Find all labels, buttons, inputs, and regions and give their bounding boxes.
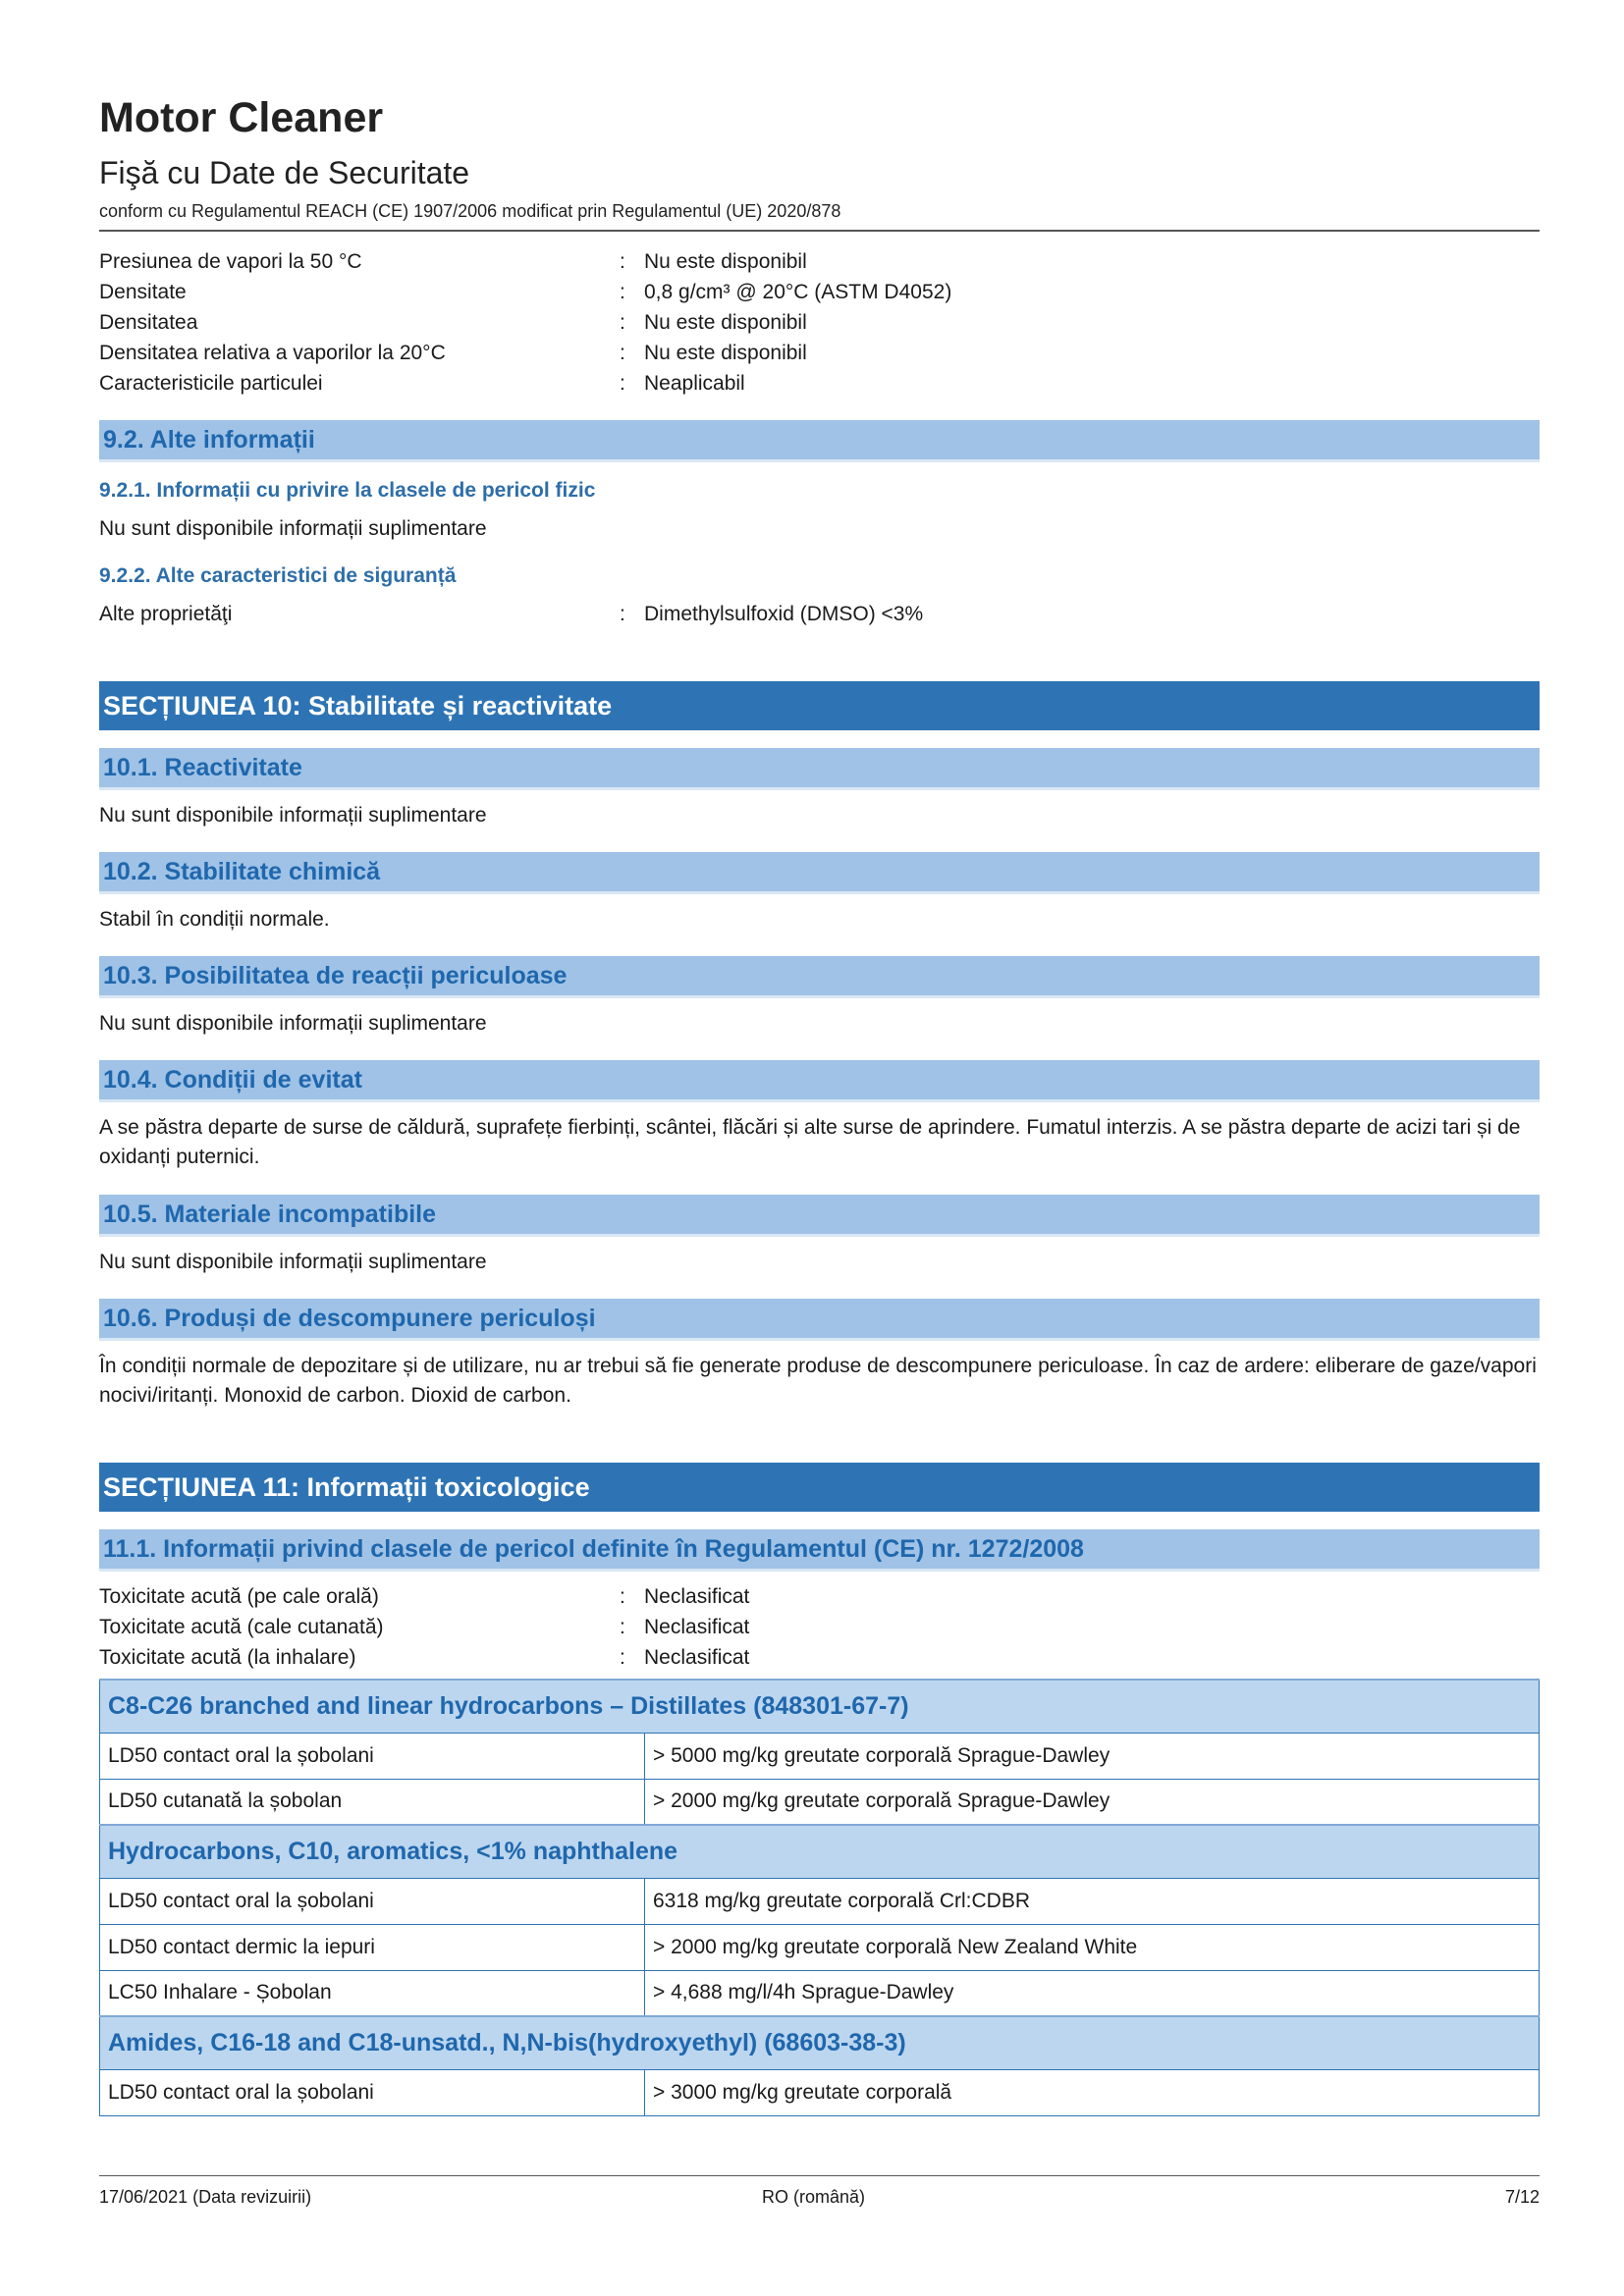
property-row	[99, 308, 1540, 338]
acute-toxicity-row	[99, 1613, 1540, 1642]
text-10-3: Nu sunt disponibile informații suplimentare	[99, 1012, 487, 1035]
subsection-header-11-1: 11.1. Informații privind clasele de pericol definite în Regulamentul (CE) nr. 1272/2008	[99, 1529, 1540, 1569]
revision-date: 17/06/2021 (Data revizuirii)	[99, 2187, 312, 2207]
table-cell-test: LD50 contact oral la șobolani	[100, 2069, 645, 2115]
separator: :	[620, 311, 625, 334]
text-10-1: Nu sunt disponibile informații suplimentare	[99, 804, 487, 827]
property-value: 0,8 g/cm³ @ 20°C (ASTM D4052)	[644, 281, 952, 303]
separator: :	[620, 342, 625, 364]
property-value: Nu este disponibil	[644, 311, 807, 334]
property-value: Nu este disponibil	[644, 342, 807, 364]
subsection-header-9-2-2: 9.2.2. Alte caracteristici de siguranță	[99, 564, 457, 587]
page-number: 7/12	[1504, 2187, 1540, 2207]
table-cell-result: > 4,688 mg/l/4h Sprague-Dawley	[645, 1970, 1540, 2016]
separator: :	[620, 372, 625, 395]
subsection-header-10-1: 10.1. Reactivitate	[99, 748, 1540, 787]
table-cell-result: > 5000 mg/kg greutate corporală Sprague-Dawley	[645, 1733, 1540, 1779]
table-cell-test: LC50 Inhalare - Șobolan	[100, 1970, 645, 2016]
table-cell-test: LD50 contact oral la șobolani	[100, 1733, 645, 1779]
table-row	[100, 1970, 1540, 2016]
table-cell-result: 6318 mg/kg greutate corporală Crl:CDBR	[645, 1878, 1540, 1924]
table-cell-result: > 2000 mg/kg greutate corporală New Zealand White	[645, 1924, 1540, 1970]
property-value: Nu este disponibil	[644, 250, 807, 273]
text-10-2: Stabil în condiții normale.	[99, 908, 330, 931]
table-row	[100, 1924, 1540, 1970]
toxicity-table	[99, 1679, 1540, 2116]
acute-label: Toxicitate acută (cale cutanată)	[99, 1616, 384, 1638]
property-row	[99, 278, 1540, 307]
text-9-2-1: Nu sunt disponibile informații suplimentare	[99, 517, 487, 540]
table-row	[100, 2069, 1540, 2115]
separator: :	[620, 1585, 625, 1608]
property-row	[99, 369, 1540, 399]
document-subtitle: Fişă cu Date de Securitate	[99, 155, 470, 190]
acute-value: Neclasificat	[644, 1646, 750, 1669]
property-row	[99, 247, 1540, 277]
property-label: Alte proprietăţi	[99, 603, 233, 625]
header-divider	[99, 230, 1540, 232]
language: RO (română)	[762, 2187, 866, 2207]
property-label: Densitatea	[99, 311, 198, 334]
acute-value: Neclasificat	[644, 1585, 750, 1608]
text-10-6: În condiții normale de depozitare și de utilizare, nu ar trebui să fie generate produse de descompunere periculoase. În caz de ardere: eliberare de gaze/vapori nocivi/iritanți. Monoxid de carbon. Dioxid de carbon.	[99, 1355, 1537, 1407]
document-title: Motor Cleaner	[99, 94, 384, 141]
table-row	[100, 1878, 1540, 1924]
property-row	[99, 600, 1540, 629]
table-cell-test: LD50 contact dermic la iepuri	[100, 1924, 645, 1970]
property-label: Presiunea de vapori la 50 °C	[99, 250, 362, 273]
table-group-row	[100, 2016, 1540, 2069]
acute-toxicity-row	[99, 1582, 1540, 1612]
property-value: Neaplicabil	[644, 372, 745, 395]
separator: :	[620, 1646, 625, 1669]
table-cell-test: LD50 contact oral la șobolani	[100, 1878, 645, 1924]
text-10-5: Nu sunt disponibile informații suplimentare	[99, 1251, 487, 1273]
table-cell-result: > 2000 mg/kg greutate corporală Sprague-Dawley	[645, 1779, 1540, 1825]
acute-label: Toxicitate acută (la inhalare)	[99, 1646, 356, 1669]
property-value: Dimethylsulfoxid (DMSO) <3%	[644, 603, 924, 625]
separator: :	[620, 1616, 625, 1638]
separator: :	[620, 281, 625, 303]
table-cell-test: LD50 cutanată la șobolan	[100, 1779, 645, 1825]
subsection-header-10-4: 10.4. Condiții de evitat	[99, 1060, 1540, 1099]
subsection-header-10-3: 10.3. Posibilitatea de reacții periculoase	[99, 956, 1540, 995]
section-header-11: SECȚIUNEA 11: Informații toxicologice	[99, 1463, 1540, 1512]
subsection-header-10-2: 10.2. Stabilitate chimică	[99, 852, 1540, 891]
footer-divider	[99, 2175, 1540, 2176]
property-label: Densitatea relativa a vaporilor la 20°C	[99, 342, 446, 364]
table-cell-result: > 3000 mg/kg greutate corporală	[645, 2069, 1540, 2115]
section-header-10: SECȚIUNEA 10: Stabilitate și reactivitate	[99, 681, 1540, 730]
table-group-row	[100, 1825, 1540, 1878]
acute-toxicity-row	[99, 1643, 1540, 1673]
group-name: Amides, C16-18 and C18-unsatd., N,N-bis(hydroxyethyl) (68603-38-3)	[100, 2016, 1540, 2069]
group-name: Hydrocarbons, C10, aromatics, <1% naphthalene	[100, 1825, 1540, 1878]
subsection-header-9-2: 9.2. Alte informații	[99, 420, 1540, 459]
property-label: Caracteristicile particulei	[99, 372, 323, 395]
regulation-line: conform cu Regulamentul REACH (CE) 1907/2006 modificat prin Regulamentul (UE) 2020/878	[99, 201, 841, 221]
property-label: Densitate	[99, 281, 187, 303]
group-name: C8-C26 branched and linear hydrocarbons – Distillates (848301-67-7)	[100, 1680, 1540, 1733]
table-row	[100, 1779, 1540, 1825]
table-row	[100, 1733, 1540, 1779]
acute-label: Toxicitate acută (pe cale orală)	[99, 1585, 379, 1608]
subsection-header-9-2-1: 9.2.1. Informații cu privire la clasele de pericol fizic	[99, 479, 596, 502]
subsection-header-10-6: 10.6. Produși de descompunere periculoși	[99, 1299, 1540, 1338]
property-row	[99, 339, 1540, 368]
table-group-row	[100, 1680, 1540, 1733]
text-10-4: A se păstra departe de surse de căldură, suprafețe fierbinți, scântei, flăcări și alte surse de aprindere. Fumatul interzis. A se păstra departe de acizi tari și de oxidanți puternici.	[99, 1116, 1521, 1168]
acute-value: Neclasificat	[644, 1616, 750, 1638]
separator: :	[620, 603, 625, 625]
subsection-header-10-5: 10.5. Materiale incompatibile	[99, 1195, 1540, 1234]
separator: :	[620, 250, 625, 273]
